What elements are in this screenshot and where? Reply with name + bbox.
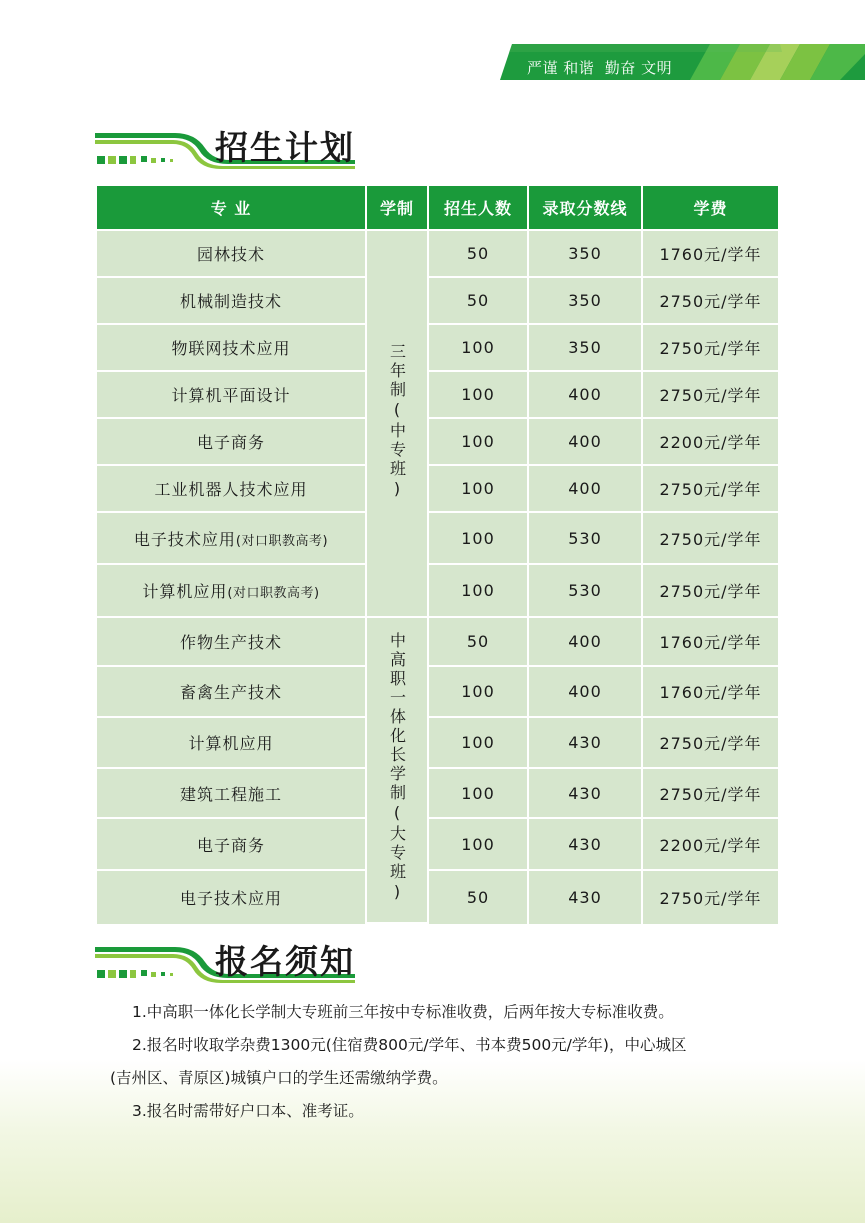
cell-fee: 1760元/学年 [643,231,778,278]
cell-major: 电子商务 [97,419,367,466]
section-heading-plan [95,128,365,174]
table-row [97,325,778,372]
cell-score: 530 [529,565,643,618]
cell-count: 100 [429,718,529,769]
cell-fee: 2750元/学年 [643,325,778,372]
cell-fee: 2750元/学年 [643,718,778,769]
col-header-major: 专 业 [97,186,367,231]
note-1: 1.中高职一体化长学制大专班前三年按中专标准收费，后两年按大专标准收费。 [132,1003,674,1021]
table-row [97,819,778,871]
registration-notes [110,996,770,1128]
cell-fee: 2750元/学年 [643,513,778,565]
cell-score: 400 [529,372,643,419]
cell-major: 物联网技术应用 [97,325,367,372]
cell-count: 50 [429,231,529,278]
cell-fee: 2750元/学年 [643,769,778,819]
cell-count: 100 [429,769,529,819]
cell-count: 100 [429,819,529,871]
col-header-fee: 学费 [643,186,778,231]
table-row [97,565,778,618]
table-row [97,871,778,924]
note-2-line-1: 2.报名时收取学杂费1300元(住宿费800元/学年、书本费500元/学年)，中心城区 [132,1036,687,1054]
section-title: 招生计划 [215,128,355,167]
program-label: 中高职一体化长学制(大专班) [387,632,407,904]
cell-count: 50 [429,871,529,924]
cell-major: 工业机器人技术应用 [97,466,367,513]
cell-fee: 2200元/学年 [643,819,778,871]
cell-score: 430 [529,819,643,871]
col-header-score: 录取分数线 [529,186,643,231]
cell-count: 100 [429,513,529,565]
cell-score: 400 [529,618,643,667]
table-row [97,618,778,667]
cell-fee: 2750元/学年 [643,466,778,513]
cell-count: 50 [429,618,529,667]
cell-count: 100 [429,466,529,513]
table-row [97,769,778,819]
cell-fee: 2750元/学年 [643,871,778,924]
cell-fee: 2200元/学年 [643,419,778,466]
cell-score: 350 [529,278,643,325]
note-3: 3.报名时需带好户口本、准考证。 [132,1102,364,1120]
cell-major: 机械制造技术 [97,278,367,325]
cell-count: 100 [429,419,529,466]
cell-count: 100 [429,667,529,718]
slogan-text: 严谨 和谐 勤奋 文明 [527,59,673,77]
cell-count: 100 [429,325,529,372]
cell-major [97,513,367,565]
major-name: 计算机应用 [142,582,228,601]
cell-major: 作物生产技术 [97,618,367,667]
col-header-program: 学制 [367,186,429,231]
table-row [97,372,778,419]
table-row [97,278,778,325]
cell-major: 畜禽生产技术 [97,667,367,718]
cell-program-group [367,618,429,924]
cell-score: 350 [529,231,643,278]
col-header-count: 招生人数 [429,186,529,231]
cell-score: 400 [529,667,643,718]
cell-score: 350 [529,325,643,372]
table-row [97,513,778,565]
cell-count: 100 [429,565,529,618]
section-title: 报名须知 [215,942,355,981]
cell-score: 430 [529,718,643,769]
major-note: (对口职教高考) [227,586,320,601]
major-name: 电子技术应用 [133,529,236,549]
cell-major: 园林技术 [97,231,367,278]
table-row [97,718,778,769]
table-header-row [97,186,778,231]
cell-score: 430 [529,769,643,819]
cell-fee: 1760元/学年 [643,667,778,718]
note-2-line-2: (吉州区、青原区)城镇户口的学生还需缴纳学费。 [110,1069,448,1087]
table-row [97,231,778,278]
cell-major: 计算机平面设计 [97,372,367,419]
cell-major: 建筑工程施工 [97,769,367,819]
table-row [97,667,778,718]
cell-fee: 2750元/学年 [643,278,778,325]
table-row [97,419,778,466]
cell-score: 430 [529,871,643,924]
cell-score: 400 [529,466,643,513]
cell-count: 100 [429,372,529,419]
cell-major: 计算机应用 [97,718,367,769]
cell-score: 400 [529,419,643,466]
table-row [97,466,778,513]
cell-fee: 1760元/学年 [643,618,778,667]
cell-count: 50 [429,278,529,325]
section-heading-notice [95,942,365,988]
cell-major: 电子技术应用 [97,871,367,924]
cell-score: 530 [529,513,643,565]
program-label: 三年制(中专班) [387,342,407,501]
major-note: (对口职教高考) [235,533,329,549]
cell-fee: 2750元/学年 [643,565,778,618]
cell-fee: 2750元/学年 [643,372,778,419]
enrollment-table [97,186,778,924]
cell-major [97,565,367,618]
cell-program-group [367,231,429,618]
cell-major: 电子商务 [97,819,367,871]
